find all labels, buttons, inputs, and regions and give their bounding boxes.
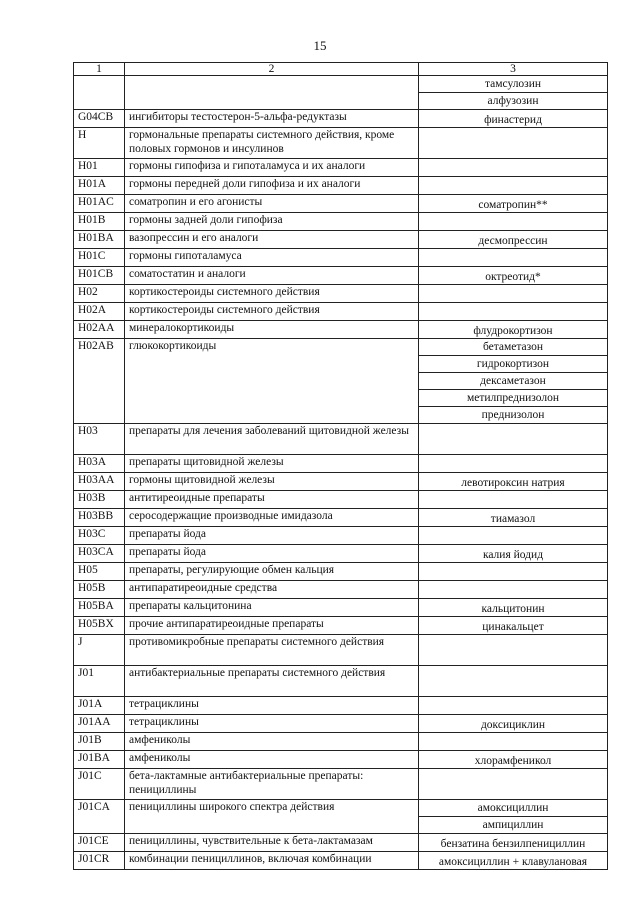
atc-code: J01B — [74, 733, 125, 751]
drug-list — [419, 339, 608, 424]
table-row — [74, 635, 608, 666]
atc-code: H03AA — [74, 473, 125, 491]
atc-code: H03CA — [74, 545, 125, 563]
group-description: препараты для лечения заболеваний щитовидной железы — [125, 424, 419, 455]
drug-name: десмопрессин — [419, 231, 608, 249]
group-description: препараты кальцитонина — [125, 599, 419, 617]
drug-name — [419, 635, 608, 666]
drug-name: левотироксин натрия — [419, 473, 608, 491]
drug-name — [419, 666, 608, 697]
drug-name — [419, 581, 608, 599]
group-description: антитиреоидные препараты — [125, 491, 419, 509]
table-row — [74, 769, 608, 800]
group-description: соматостатин и аналоги — [125, 267, 419, 285]
drug-name: дексаметазон — [419, 373, 607, 390]
column-header-3: 3 — [419, 63, 608, 76]
group-description: ингибиторы тестостерон-5-альфа-редуктазы — [125, 110, 419, 128]
drug-name: хлорамфеникол — [419, 751, 608, 769]
drug-name: бензатина бензилпенициллин — [419, 834, 608, 852]
table-row — [74, 545, 608, 563]
group-description: гормоны гипофиза и гипоталамуса и их аналоги — [125, 159, 419, 177]
group-description: амфениколы — [125, 733, 419, 751]
table-row — [74, 424, 608, 455]
table-row — [74, 509, 608, 527]
atc-code: J01CR — [74, 852, 125, 870]
table-row — [74, 473, 608, 491]
drug-name: финастерид — [419, 110, 608, 128]
atc-code: H03 — [74, 424, 125, 455]
drug-name — [419, 527, 608, 545]
table-row — [74, 563, 608, 581]
table-row — [74, 581, 608, 599]
atc-code: H01B — [74, 213, 125, 231]
drug-name: преднизолон — [481, 409, 545, 421]
atc-code: H01BA — [74, 231, 125, 249]
group-description — [125, 76, 419, 110]
column-header-2: 2 — [125, 63, 419, 76]
group-description: гормоны гипоталамуса — [125, 249, 419, 267]
group-description: гормоны передней доли гипофиза и их аналоги — [125, 177, 419, 195]
group-description: противомикробные препараты системного действия — [125, 635, 419, 666]
table-row — [74, 110, 608, 128]
drug-name — [419, 733, 608, 751]
table-row — [74, 213, 608, 231]
table-row — [74, 852, 608, 870]
table-row — [74, 455, 608, 473]
group-description: гормоны задней доли гипофиза — [125, 213, 419, 231]
group-description: соматропин и его агонисты — [125, 195, 419, 213]
group-description: пенициллины широкого спектра действия — [125, 800, 419, 834]
drug-classification-table — [73, 62, 608, 870]
drug-name: цинакальцет — [419, 617, 608, 635]
group-description: гормональные препараты системного действия, кроме половых гормонов и инсулинов — [125, 128, 419, 159]
drug-name — [419, 303, 608, 321]
atc-code: H01 — [74, 159, 125, 177]
atc-code: G04CB — [74, 110, 125, 128]
group-description: прочие антипаратиреоидные препараты — [125, 617, 419, 635]
atc-code: H01AC — [74, 195, 125, 213]
atc-code: J01A — [74, 697, 125, 715]
table-row — [74, 128, 608, 159]
drug-name: алфузозин — [487, 95, 539, 107]
drug-name: флудрокортизон — [419, 321, 608, 339]
drug-name: ампициллин — [482, 819, 544, 831]
atc-code: J01C — [74, 769, 125, 800]
table-row — [74, 303, 608, 321]
atc-code: H03BB — [74, 509, 125, 527]
table-row — [74, 666, 608, 697]
table-row — [74, 177, 608, 195]
drug-name: амоксициллин + клавулановая — [419, 852, 608, 870]
table-row — [74, 231, 608, 249]
table-row — [74, 159, 608, 177]
table-row — [74, 267, 608, 285]
drug-name: октреотид* — [419, 267, 608, 285]
drug-name — [419, 769, 608, 800]
drug-name — [419, 697, 608, 715]
group-description: кортикостероиды системного действия — [125, 285, 419, 303]
page-number: 15 — [313, 38, 327, 53]
atc-code: H02 — [74, 285, 125, 303]
atc-code: H02AA — [74, 321, 125, 339]
drug-list — [419, 800, 608, 834]
atc-code: J01AA — [74, 715, 125, 733]
group-description: гормоны щитовидной железы — [125, 473, 419, 491]
drug-name: гидрокортизон — [419, 356, 607, 373]
drug-name — [419, 213, 608, 231]
atc-code: H05 — [74, 563, 125, 581]
table-row — [74, 617, 608, 635]
table-row — [74, 697, 608, 715]
group-description: препараты йода — [125, 527, 419, 545]
atc-code: H05B — [74, 581, 125, 599]
atc-code: H01CB — [74, 267, 125, 285]
atc-code: H01A — [74, 177, 125, 195]
atc-code: H02A — [74, 303, 125, 321]
group-description: комбинации пенициллинов, включая комбинации — [125, 852, 419, 870]
table-row — [74, 715, 608, 733]
group-description: кортикостероиды системного действия — [125, 303, 419, 321]
atc-code: H05BX — [74, 617, 125, 635]
drug-list — [419, 76, 608, 110]
table-row — [74, 249, 608, 267]
group-description: глюкокортикоиды — [125, 339, 419, 424]
drug-name: тамсулозин — [419, 76, 607, 93]
atc-code: J — [74, 635, 125, 666]
drug-name — [419, 249, 608, 267]
atc-code: H03C — [74, 527, 125, 545]
drug-name — [419, 285, 608, 303]
group-description: амфениколы — [125, 751, 419, 769]
table-row — [74, 321, 608, 339]
group-description: тетрациклины — [125, 715, 419, 733]
table-row — [74, 195, 608, 213]
group-description: серосодержащие производные имидазола — [125, 509, 419, 527]
table-header-row — [74, 63, 608, 76]
drug-name — [419, 177, 608, 195]
group-description: препараты йода — [125, 545, 419, 563]
drug-name: метилпреднизолон — [419, 390, 607, 407]
group-description: препараты щитовидной железы — [125, 455, 419, 473]
group-description: антипаратиреоидные средства — [125, 581, 419, 599]
atc-code: H01C — [74, 249, 125, 267]
atc-code — [74, 76, 125, 110]
drug-name — [419, 424, 608, 455]
drug-name — [419, 159, 608, 177]
table-row — [74, 527, 608, 545]
group-description: тетрациклины — [125, 697, 419, 715]
drug-name: соматропин** — [419, 195, 608, 213]
atc-code: H02AB — [74, 339, 125, 424]
atc-code: J01 — [74, 666, 125, 697]
atc-code: H03A — [74, 455, 125, 473]
drug-name — [419, 563, 608, 581]
drug-name: тиамазол — [419, 509, 608, 527]
atc-code: H — [74, 128, 125, 159]
group-description: антибактериальные препараты системного действия — [125, 666, 419, 697]
table-row — [74, 834, 608, 852]
table-row — [74, 339, 608, 424]
atc-code: H03B — [74, 491, 125, 509]
drug-name: бетаметазон — [419, 339, 607, 356]
drug-name: амоксициллин — [419, 800, 607, 817]
atc-code: H05BA — [74, 599, 125, 617]
table-row — [74, 599, 608, 617]
drug-name — [419, 455, 608, 473]
group-description: пенициллины, чувствительные к бета-лактамазам — [125, 834, 419, 852]
table-row — [74, 285, 608, 303]
table-row — [74, 491, 608, 509]
group-description: вазопрессин и его аналоги — [125, 231, 419, 249]
group-description: минералокортикоиды — [125, 321, 419, 339]
table-row — [74, 800, 608, 834]
drug-name: доксициклин — [419, 715, 608, 733]
drug-name: кальцитонин — [419, 599, 608, 617]
group-description: препараты, регулирующие обмен кальция — [125, 563, 419, 581]
table-row — [74, 733, 608, 751]
group-description: бета-лактамные антибактериальные препараты: пенициллины — [125, 769, 419, 800]
table-row — [74, 76, 608, 110]
atc-code: J01BA — [74, 751, 125, 769]
table-row — [74, 751, 608, 769]
column-header-1: 1 — [74, 63, 125, 76]
atc-code: J01CE — [74, 834, 125, 852]
drug-name — [419, 128, 608, 159]
drug-name: калия йодид — [419, 545, 608, 563]
drug-name — [419, 491, 608, 509]
atc-code: J01CA — [74, 800, 125, 834]
